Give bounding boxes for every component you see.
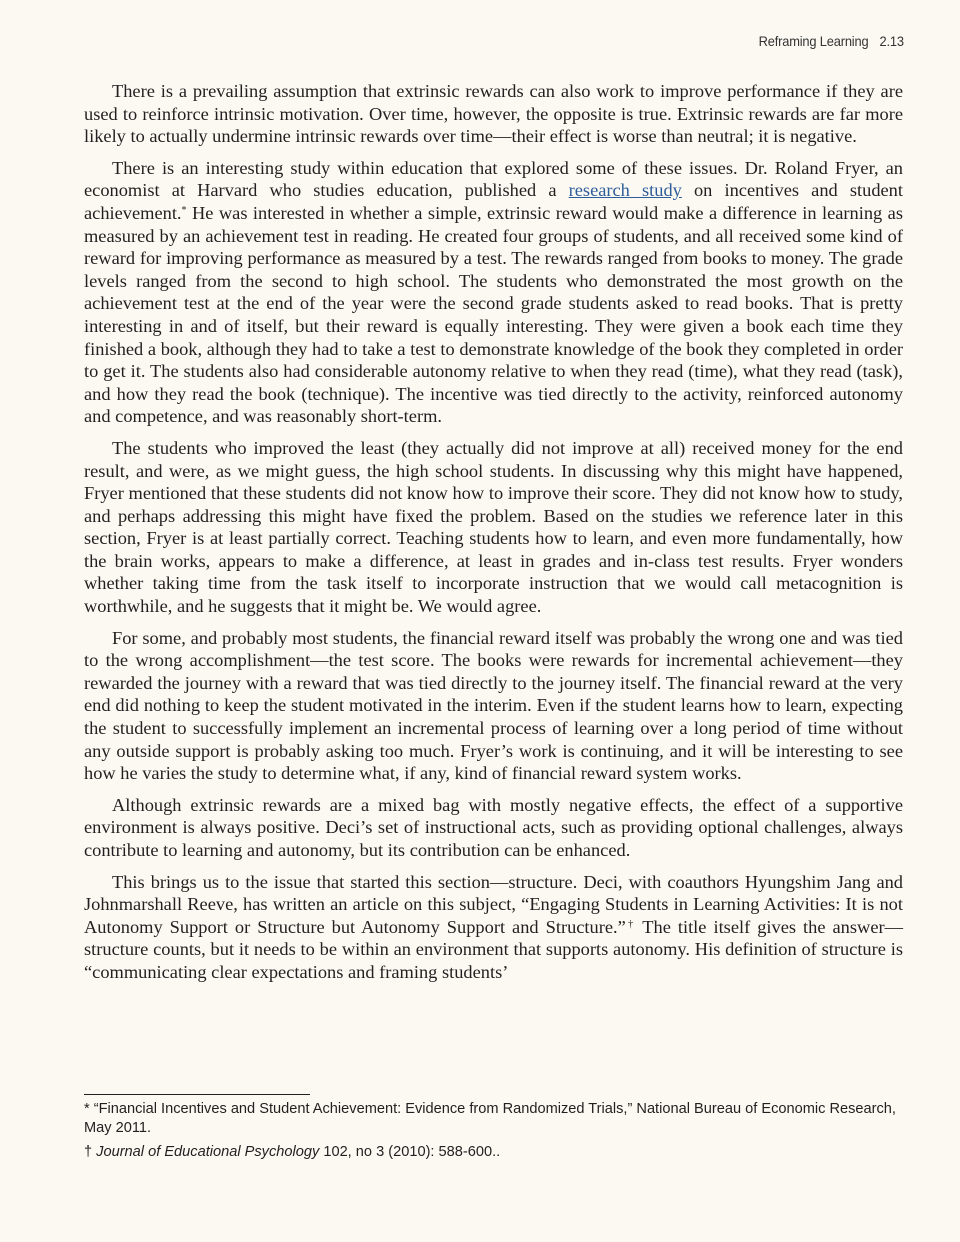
paragraph-2-intro: There is an interesting study within education that explored some of these issues. Dr. Roland Fryer, an economist at Harvard who studies education, published a	[84, 157, 903, 201]
footnotes	[84, 1100, 903, 1166]
paragraph-6-rest: The title itself gives the answer—structure counts, but it needs to be within an environment that supports autonomy. His definition of structure is “communicating clear expectations and framing students’	[84, 916, 903, 982]
paragraph-1: There is a prevailing assumption that extrinsic rewards can also work to improve performance if they are used to reinforce intrinsic motivation. Over time, however, the opposite is true. Extrinsic rewards are far more likely to actually undermine intrinsic rewards over time—their effect is worse than neutral; it is negative.	[84, 81, 903, 147]
footnote-divider	[84, 1094, 310, 1095]
footnote-2	[84, 1143, 903, 1162]
footnote-ref-dagger: †	[625, 918, 636, 930]
footnote-ref-asterisk: *	[181, 204, 187, 216]
footnote-1: * “Financial Incentives and Student Achievement: Evidence from Randomized Trials,” National Bureau of Economic Research, May 2011.	[84, 1101, 896, 1137]
page-number: 2.13	[879, 33, 904, 49]
paragraph-3: The students who improved the least (they actually did not improve at all) received money for the end result, and were, as we might guess, the high school students. In discussing why this might have happened, Fryer mentioned that these students did not know how to improve their score. They did not know how to study, and perhaps addressing this might have fixed the problem. Based on the studies we reference later in this section, Fryer is at least partially correct. Teaching students how to learn, and even more fundamentally, how the brain works, appears to make a difference, at least in grades and in-class test results. Fryer wonders whether taking time from the task itself to incorporate instruction that we would call metacognition is worthwhile, and he suggests that it might be. We would agree.	[84, 437, 903, 617]
paragraph-6-intro: This brings us to the issue that started this section—structure. Deci, with coauthors Hyungshim Jang and Johnmarshall Reeve, has written an article on this subject, “Engaging Students in Learning Activities: It is not Autonomy Support or Structure but Autonomy Support and Structure.”	[84, 871, 903, 937]
running-title: Reframing Learning	[758, 33, 869, 49]
body-text	[84, 80, 903, 993]
running-header	[759, 33, 904, 49]
research-study-link[interactable]: research study	[568, 180, 682, 201]
paragraph-2-link-tail: on incentives and student achievement.	[84, 180, 903, 223]
footnote-2-journal: Journal of Educational Psychology	[96, 1143, 320, 1160]
paragraph-2	[84, 157, 903, 428]
paragraph-4: For some, and probably most students, the financial reward itself was probably the wrong one and was tied to the wrong accomplishment—the test score. The books were rewards for incremental achievement—they rewarded the journey with a reward that was tied directly to the journey itself. The financial reward at the very end did nothing to keep the student motivated in the interim. Even if the student learns how to learn, expecting the student to successfully implement an incremental process of learning over a long period of time without any outside support is probably asking too much. Fryer’s work is continuing, and it will be interesting to see how he varies the study to determine what, if any, kind of financial reward system works.	[84, 627, 903, 784]
paragraph-5: Although extrinsic rewards are a mixed bag with mostly negative effects, the effect of a supportive environment is always positive. Deci’s set of instructional acts, such as providing optional challenges, always contribute to learning and autonomy, but its contribution can be enhanced.	[84, 794, 903, 860]
footnote-2-marker: †	[84, 1143, 97, 1160]
paragraph-2-rest: He was interested in whether a simple, extrinsic reward would make a difference in learning as measured by an achievement test in reading. He created four groups of students, and all received some kind of reward for improving performance as measured by a test. The rewards ranged from books to money. The grade levels ranged from the second to high school. The students who demonstrated the most growth on the achievement test at the end of the year were the second grade students asked to read books. That is pretty interesting in and of itself, but their reward is equally interesting. They were given a book each time they finished a book, although they had to take a test to demonstrate knowledge of the book they completed in order to get it. The students also had considerable autonomy relative to when they read (time), what they read (task), and how they read the book (technique). The incentive was tied directly to the activity, reinforced autonomy and competence, and was reasonably short-term.	[84, 202, 903, 427]
paragraph-6	[84, 871, 903, 984]
footnote-2-citation: 102, no 3 (2010): 588-600..	[319, 1143, 501, 1160]
